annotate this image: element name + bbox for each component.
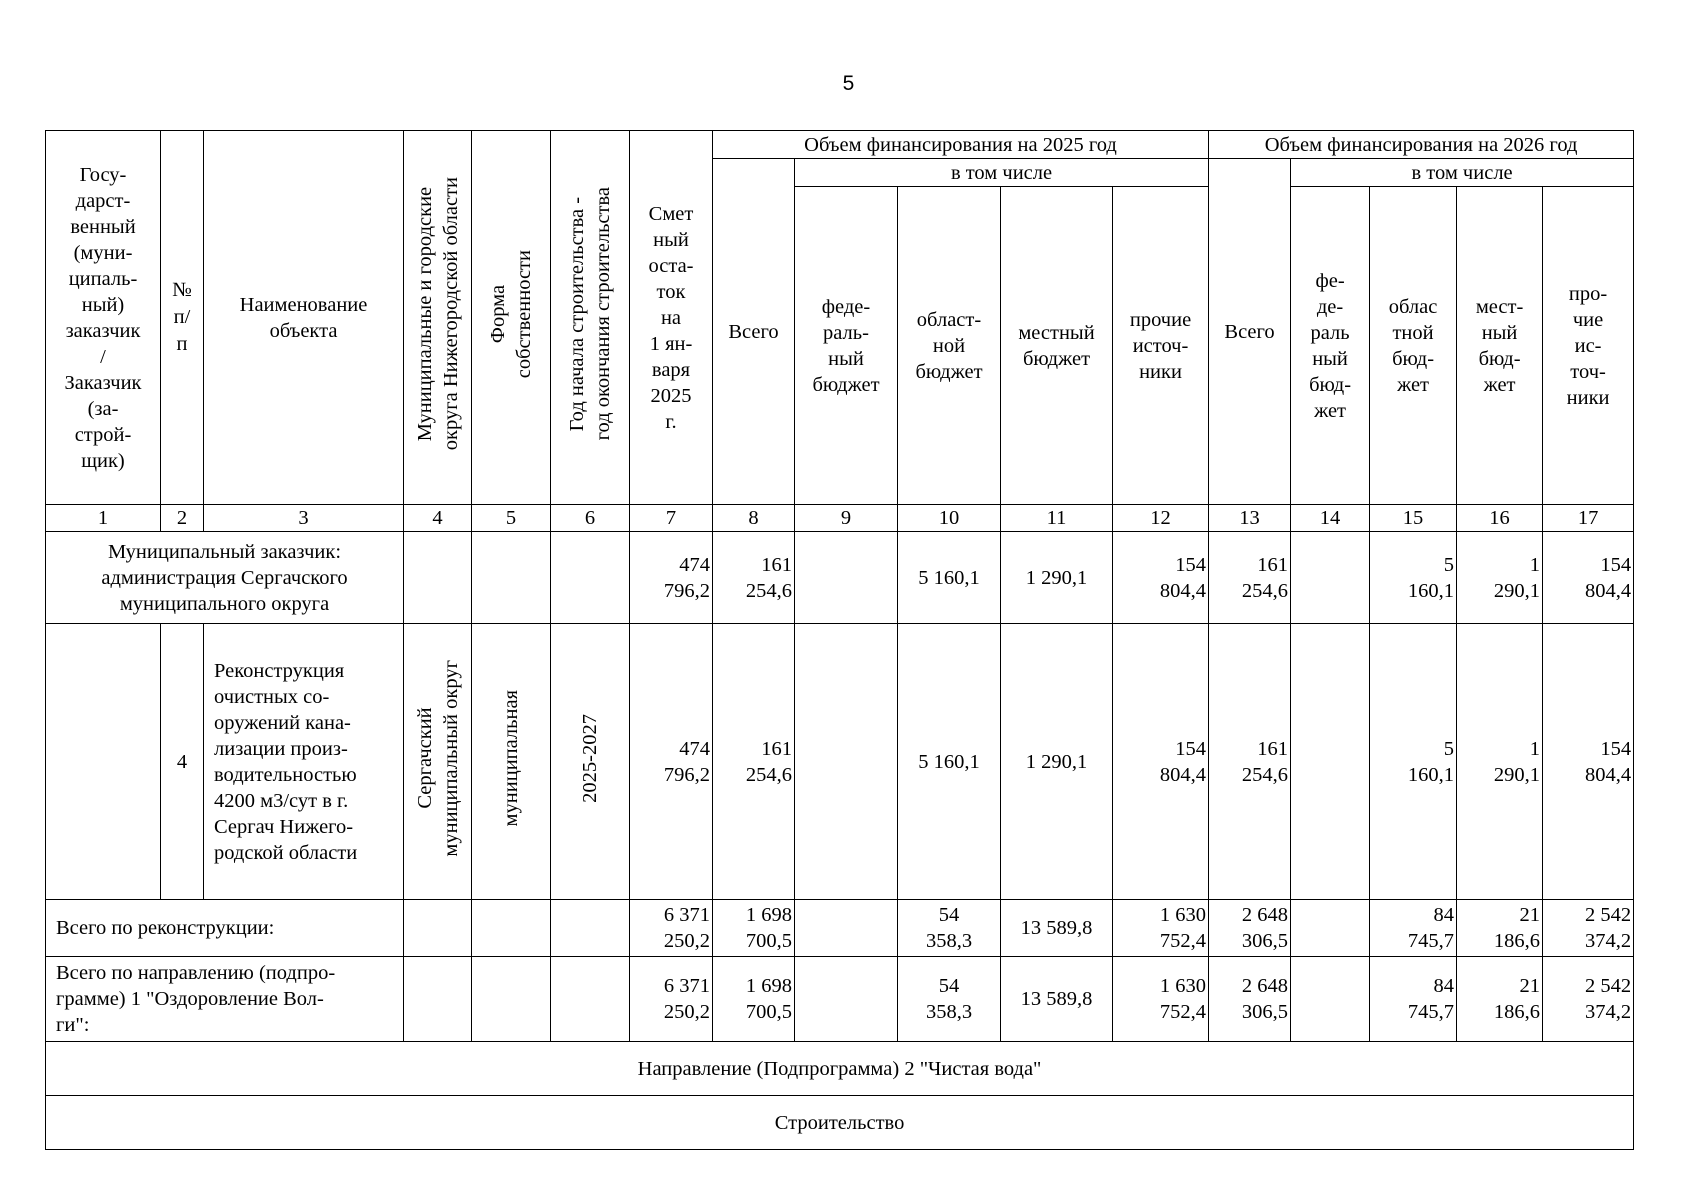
cell-c14 bbox=[1291, 957, 1370, 1042]
header-2026-including: в том числе bbox=[1291, 159, 1634, 187]
header-2025-total: Всего bbox=[713, 159, 795, 505]
header-2025-regional: област- ной бюджет bbox=[898, 187, 1001, 505]
subsection-row bbox=[46, 1096, 1634, 1150]
header-2025-federal: феде- раль- ный бюджет bbox=[795, 187, 898, 505]
cell-c5 bbox=[472, 532, 551, 624]
cell-c11: 13 589,8 bbox=[1001, 957, 1113, 1042]
cell-c4 bbox=[404, 532, 472, 624]
column-number: 6 bbox=[551, 505, 630, 532]
column-number: 7 bbox=[630, 505, 713, 532]
column-number: 9 bbox=[795, 505, 898, 532]
object-number: 4 bbox=[161, 624, 204, 900]
column-numbers-row bbox=[46, 505, 1634, 532]
cell-c10: 54 358,3 bbox=[898, 957, 1001, 1042]
header-customer: Госу- дарст- венный (муни- ципаль- ный) заказчик / Заказчик (за- строй- щик) bbox=[46, 131, 161, 505]
cell-c13: 161 254,6 bbox=[1209, 532, 1291, 624]
header-2026-regional: облас тной бюд- жет bbox=[1370, 187, 1457, 505]
column-number: 2 bbox=[161, 505, 204, 532]
header-2026-other: про- чие ис- точ- ники bbox=[1543, 187, 1634, 505]
cell-c7: 6 371 250,2 bbox=[630, 957, 713, 1042]
cell-c16: 1 290,1 bbox=[1457, 532, 1543, 624]
cell-c16: 21 186,6 bbox=[1457, 957, 1543, 1042]
header-districts: Муниципальные и городские округа Нижегородской области bbox=[404, 131, 472, 505]
cell-c14 bbox=[1291, 900, 1370, 957]
column-number: 16 bbox=[1457, 505, 1543, 532]
cell-c6 bbox=[551, 900, 630, 957]
cell-c7: 474 796,2 bbox=[630, 532, 713, 624]
header-2026-federal: фе- де- раль ный бюд- жет bbox=[1291, 187, 1370, 505]
column-number: 14 bbox=[1291, 505, 1370, 532]
object-row bbox=[46, 624, 1634, 900]
cell-c10: 5 160,1 bbox=[898, 532, 1001, 624]
subsection-title: Строительство bbox=[46, 1096, 1634, 1150]
customer-row bbox=[46, 532, 1634, 624]
cell-c17: 154 804,4 bbox=[1543, 532, 1634, 624]
column-number: 8 bbox=[713, 505, 795, 532]
cell-c10: 5 160,1 bbox=[898, 624, 1001, 900]
header-estimate: Смет ный оста- ток на 1 ян- варя 2025 г. bbox=[630, 131, 713, 505]
cell-c8: 1 698 700,5 bbox=[713, 957, 795, 1042]
header-ownership: Форма собственности bbox=[472, 131, 551, 505]
object-name: Реконструкция очистных со- оружений кана- лизации произ- водительностью 4200 м3/сут в г. Сергач Нижего- родской области bbox=[204, 624, 404, 900]
cell-c1 bbox=[46, 624, 161, 900]
column-number: 3 bbox=[204, 505, 404, 532]
cell-c17: 2 542 374,2 bbox=[1543, 900, 1634, 957]
cell-c15: 5 160,1 bbox=[1370, 624, 1457, 900]
page-number: 5 bbox=[842, 72, 855, 95]
cell-c13: 2 648 306,5 bbox=[1209, 900, 1291, 957]
cell-c12: 1 630 752,4 bbox=[1113, 957, 1209, 1042]
column-number: 17 bbox=[1543, 505, 1634, 532]
cell-c6 bbox=[551, 532, 630, 624]
column-number: 4 bbox=[404, 505, 472, 532]
cell-c9 bbox=[795, 532, 898, 624]
total-reconstruction-label: Всего по реконструкции: bbox=[46, 900, 404, 957]
cell-c9 bbox=[795, 624, 898, 900]
customer-label: Муниципальный заказчик: администрация Сергачского муниципального округа bbox=[46, 532, 404, 624]
cell-c8: 161 254,6 bbox=[713, 624, 795, 900]
cell-c13: 2 648 306,5 bbox=[1209, 957, 1291, 1042]
header-years: Год начала строительства - год окончания строительства bbox=[551, 131, 630, 505]
column-number: 5 bbox=[472, 505, 551, 532]
cell-c15: 84 745,7 bbox=[1370, 957, 1457, 1042]
object-years: 2025-2027 bbox=[551, 624, 630, 900]
header-2025-local: местный бюджет bbox=[1001, 187, 1113, 505]
cell-c15: 5 160,1 bbox=[1370, 532, 1457, 624]
column-number: 15 bbox=[1370, 505, 1457, 532]
cell-c4 bbox=[404, 900, 472, 957]
column-number: 11 bbox=[1001, 505, 1113, 532]
cell-c11: 1 290,1 bbox=[1001, 532, 1113, 624]
header-2025-including: в том числе bbox=[795, 159, 1209, 187]
cell-c8: 1 698 700,5 bbox=[713, 900, 795, 957]
header-financing-2025: Объем финансирования на 2025 год bbox=[713, 131, 1209, 159]
cell-c14 bbox=[1291, 624, 1370, 900]
cell-c12: 1 630 752,4 bbox=[1113, 900, 1209, 957]
financing-table bbox=[45, 130, 1634, 1150]
total-direction-row bbox=[46, 957, 1634, 1042]
cell-c16: 1 290,1 bbox=[1457, 624, 1543, 900]
cell-c12: 154 804,4 bbox=[1113, 532, 1209, 624]
cell-c7: 474 796,2 bbox=[630, 624, 713, 900]
cell-c17: 2 542 374,2 bbox=[1543, 957, 1634, 1042]
cell-c6 bbox=[551, 957, 630, 1042]
cell-c10: 54 358,3 bbox=[898, 900, 1001, 957]
cell-c13: 161 254,6 bbox=[1209, 624, 1291, 900]
cell-c8: 161 254,6 bbox=[713, 532, 795, 624]
header-financing-2026: Объем финансирования на 2026 год bbox=[1209, 131, 1634, 159]
cell-c11: 13 589,8 bbox=[1001, 900, 1113, 957]
cell-c16: 21 186,6 bbox=[1457, 900, 1543, 957]
cell-c11: 1 290,1 bbox=[1001, 624, 1113, 900]
total-reconstruction-row bbox=[46, 900, 1634, 957]
header-2026-local: мест- ный бюд- жет bbox=[1457, 187, 1543, 505]
section-title: Направление (Подпрограмма) 2 "Чистая вода" bbox=[46, 1042, 1634, 1096]
cell-c5 bbox=[472, 957, 551, 1042]
column-number: 12 bbox=[1113, 505, 1209, 532]
cell-c5 bbox=[472, 900, 551, 957]
header-2026-total: Всего bbox=[1209, 159, 1291, 505]
column-number: 1 bbox=[46, 505, 161, 532]
cell-c17: 154 804,4 bbox=[1543, 624, 1634, 900]
column-number: 10 bbox=[898, 505, 1001, 532]
cell-c14 bbox=[1291, 532, 1370, 624]
cell-c9 bbox=[795, 900, 898, 957]
total-direction-label: Всего по направлению (подпро- грамме) 1 "Оздоровление Вол- ги": bbox=[46, 957, 404, 1042]
header-2025-other: прочие источ- ники bbox=[1113, 187, 1209, 505]
object-district: Сергачский муниципальный округ bbox=[404, 624, 472, 900]
cell-c4 bbox=[404, 957, 472, 1042]
column-number: 13 bbox=[1209, 505, 1291, 532]
section-row bbox=[46, 1042, 1634, 1096]
header-object-name: Наименование объекта bbox=[204, 131, 404, 505]
object-ownership: муниципальная bbox=[472, 624, 551, 900]
header-number: № п/ п bbox=[161, 131, 204, 505]
cell-c9 bbox=[795, 957, 898, 1042]
cell-c15: 84 745,7 bbox=[1370, 900, 1457, 957]
cell-c7: 6 371 250,2 bbox=[630, 900, 713, 957]
cell-c12: 154 804,4 bbox=[1113, 624, 1209, 900]
